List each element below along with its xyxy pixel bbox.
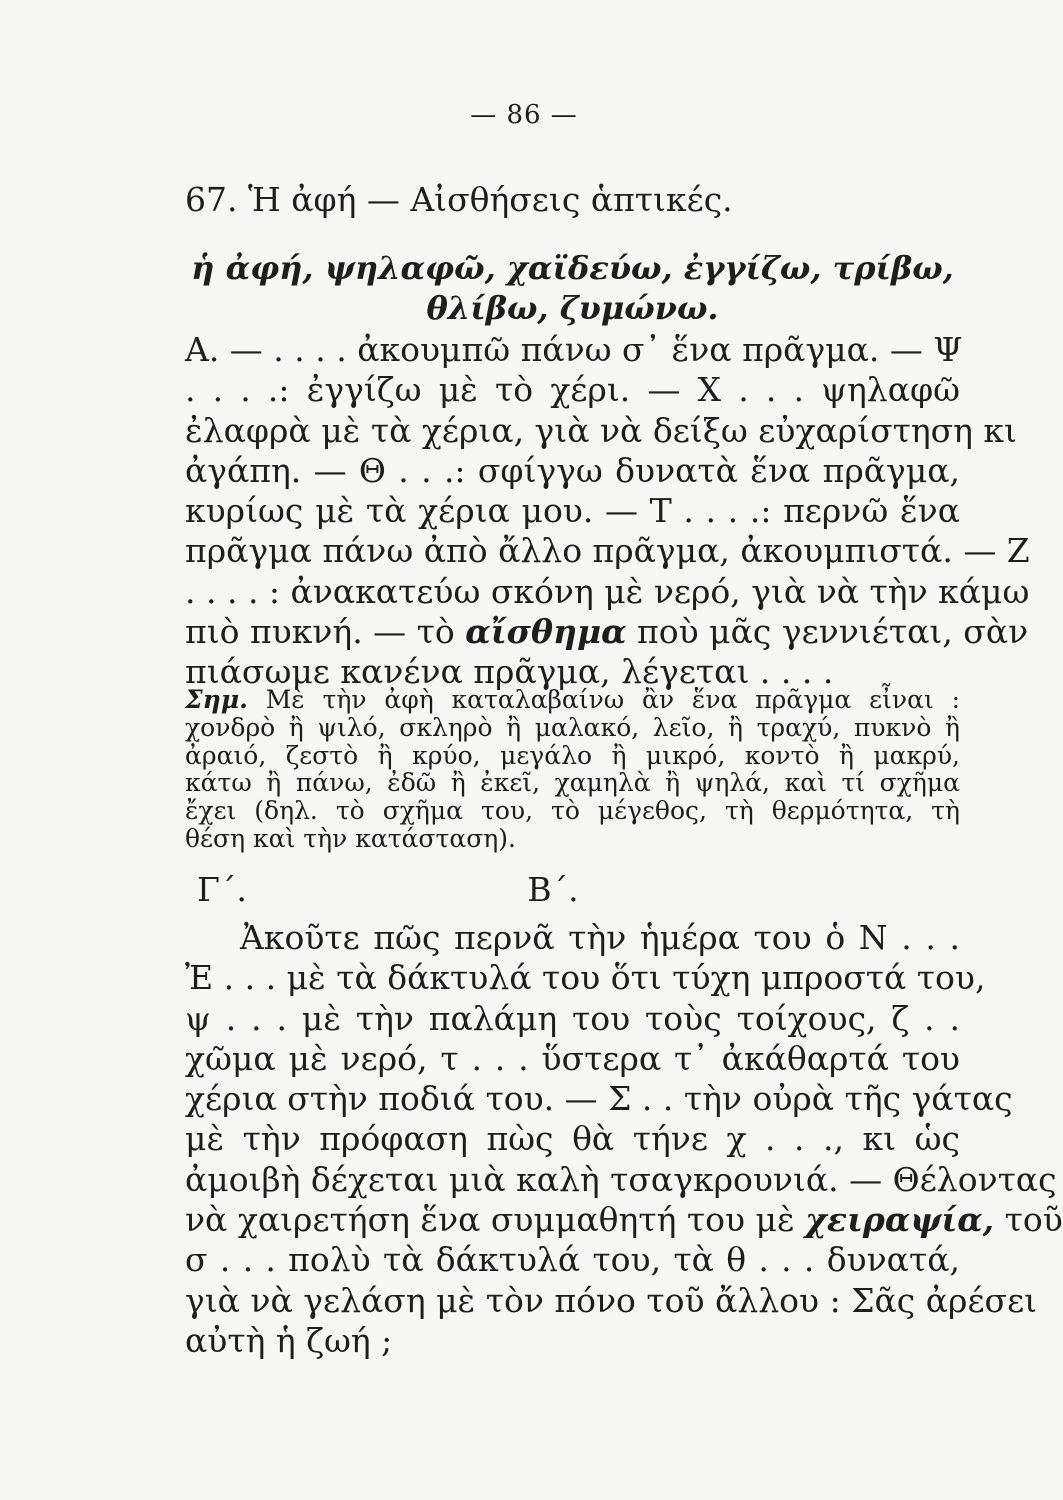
text-line: πρᾶγμα πάνω ἀπὸ ἄλλο πρᾶγμα, ἀκουμπιστά. — Ζ [185,531,1030,571]
text-line: ἐλαφρὰ μὲ τὰ χέρια, γιὰ νὰ δείξω εὐχαρίστηση κι [185,410,1017,450]
note-line: χονδρὸ ἢ ψιλό, σκληρὸ ἢ μαλακό, λεῖο, ἢ τραχύ, πυκνὸ ἢ [185,712,960,742]
text-line-with-term [185,1200,1063,1240]
note-line: ἔχει (δηλ. τὸ σχῆμα του, τὸ μέγεθος, τὴ θερμότητα, τὴ [185,796,960,826]
text-line: αὐτὴ ἡ ζωή ; [185,1320,393,1360]
text-fragment: πιὸ πυκνή. — τὸ [185,612,455,652]
text-line: κυρίως μὲ τὰ χέρια μου. — Τ . . . .: περνῶ ἕνα [185,491,960,531]
note-line: θέση καὶ τὴν κατάσταση). [185,823,516,853]
text-line: . . . .: ἐγγίζω μὲ τὸ χέρι. — Χ . . . ψηλαφῶ [185,370,960,410]
text-fragment: τοῦ [1004,1200,1063,1240]
text-fragment: ποὺ μᾶς γεννιέται, σὰν [637,612,1029,652]
key-term: χειραψία, [805,1200,995,1240]
text-line: Ἀκοῦτε πῶς περνᾶ τὴν ἡμέρα του ὁ Ν . . . [240,918,960,957]
label-g: Γ΄. [197,870,247,909]
text-fragment: νὰ χαιρετήση ἕνα συμμαθητή του μὲ [185,1200,795,1240]
exercise-b-header [197,870,579,909]
text-line: σ . . . πολὺ τὰ δάκτυλά του, τὰ θ . . . δυνατά, [185,1240,960,1280]
text-line: Α. — . . . . ἀκουμπῶ πάνω σ᾿ ἕνα πρᾶγμα. — Ψ [185,330,963,369]
key-term: αἴσθημα [465,612,627,652]
text-line: ψ . . . μὲ τὴν παλάμη του τοὺς τοίχους, ζ . . [185,998,960,1038]
note-block [185,686,960,853]
text-line-with-term [185,612,1029,652]
text-line: μὲ τὴν πρόφαση πὼς θὰ τήνε χ . . ., κι ὡς [185,1119,960,1159]
note-line: ἀραιό, ζεστὸ ἢ κρύο, μεγάλο ἢ μικρό, κοντὸ ἢ μακρύ, [185,740,960,770]
text-fragment: Μὲ τὴν ἀφὴ καταλαβαίνω ἂν ἕνα πρᾶγμα εἶναι : [265,685,960,714]
text-line: χῶμα μὲ νερό, τ . . . ὕστερα τ᾿ ἀκάθαρτά του [185,1038,960,1078]
note-label: Σημ. [185,685,248,714]
text-line: Ἐ . . . μὲ τὰ δάκτυλά του ὅτι τύχη μπροστά του, [185,958,986,998]
text-line: . . . . : ἀνακατεύω σκόνη μὲ νερό, γιὰ νὰ τὴν κάμω [185,571,1030,611]
text-line: ἀγάπη. — Θ . . .: σφίγγω δυνατὰ ἕνα πρᾶγμα, [185,450,960,490]
note-line [185,686,960,714]
section-title: 67. Ἡ ἀφή — Αἰσθήσεις ἁπτικές. [185,180,733,219]
text-line: χέρια στὴν ποδιά του. — Σ . . τὴν οὐρὰ τῆς γάτας [185,1079,1013,1119]
exercise-a [185,330,1030,693]
text-line: πιάσωμε κανένα πρᾶγμα, λέγεται . . . . [185,652,834,692]
label-b: Β΄. [527,870,579,909]
text-line: ἀμοιβὴ δέχεται μιὰ καλὴ τσαγκρουνιά. — Θέλοντας [185,1159,1057,1199]
vocabulary-line: ἡ ἀφή, ψηλαφῶ, χαϊδεύω, ἐγγίζω, τρίβω, θλίβω, ζυμώνω. [191,249,954,327]
text-line: γιὰ νὰ γελάση μὲ τὸν πόνο τοῦ ἄλλου : Σᾶς ἀρέσει [185,1280,1038,1320]
page-number: — 86 — [470,100,578,130]
note-line: κάτω ἢ πάνω, ἐδῶ ἢ ἐκεῖ, χαμηλὰ ἢ ψηλά, καὶ τί σχῆμα [185,768,960,798]
exercise-b [185,918,1063,1361]
